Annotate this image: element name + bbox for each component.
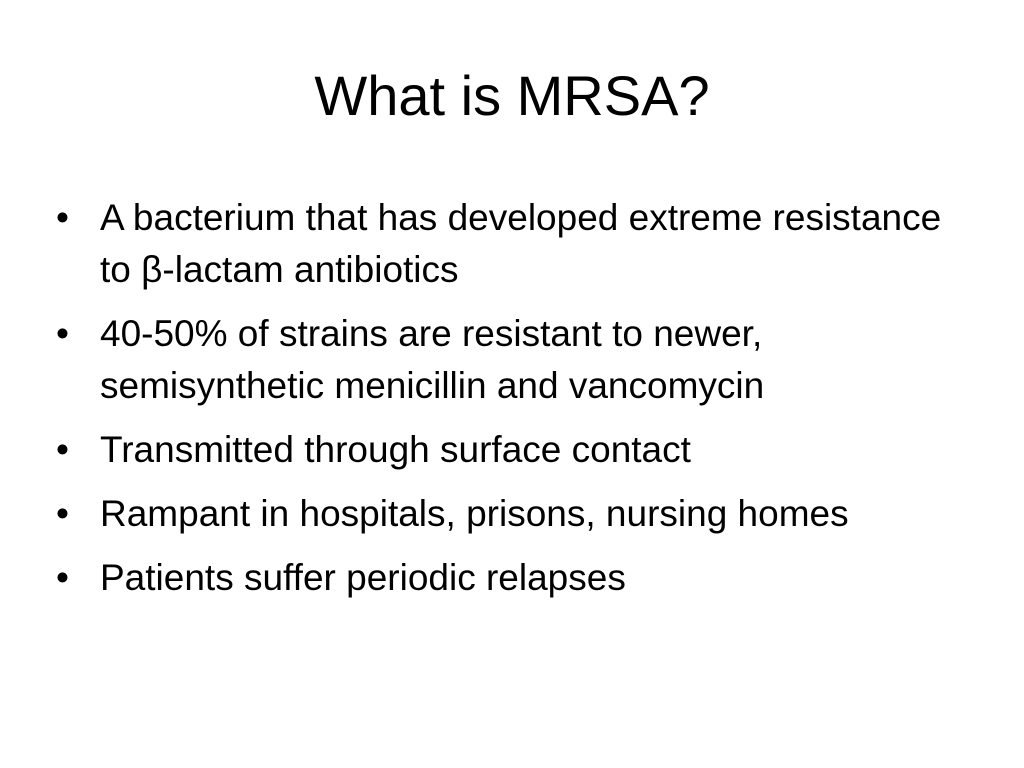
bullet-marker: • (56, 557, 69, 598)
bullet-marker: • (56, 197, 69, 238)
bullet-item (56, 552, 956, 604)
bullet-item (56, 192, 956, 296)
bullet-item (56, 308, 956, 412)
bullet-marker: • (56, 493, 69, 534)
bullet-text: Patients suffer periodic relapses (100, 557, 626, 598)
bullet-text: A bacterium that has developed extreme resistance to β-lactam antibiotics (100, 197, 942, 290)
bullet-text: Transmitted through surface contact (100, 429, 691, 470)
bullet-marker: • (56, 313, 69, 354)
slide-title: What is MRSA? (314, 64, 710, 127)
bullet-item (56, 424, 956, 476)
bullet-text: Rampant in hospitals, prisons, nursing homes (100, 493, 849, 534)
bullet-marker: • (56, 429, 69, 470)
bullet-item (56, 488, 956, 540)
bullet-text: 40-50% of strains are resistant to newer, semisynthetic menicillin and vancomycin (100, 313, 765, 406)
bullet-list (56, 192, 956, 616)
